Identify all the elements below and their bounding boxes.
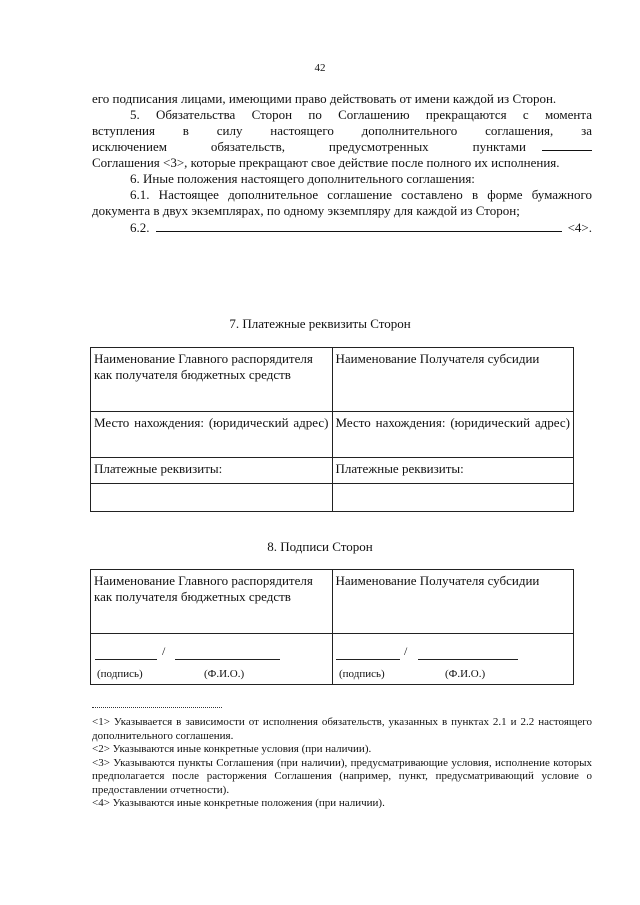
points-blank-line xyxy=(542,150,592,151)
table-cell: Место нахождения: (юридический адрес) xyxy=(91,412,333,458)
paragraph-6-1: 6.1. Настоящее дополнительное соглашение составлено в форме бумажного документа в двух экземплярах, по одному экземпляру для каждой из Сторон; xyxy=(92,187,592,218)
table-row xyxy=(91,458,574,484)
signature-label-right: (подпись) xyxy=(339,668,385,680)
section-7-title: 7. Платежные реквизиты Сторон xyxy=(229,316,411,331)
table-cell: Платежные реквизиты: xyxy=(332,458,574,484)
fio-line-left xyxy=(175,659,280,660)
table-cell: Платежные реквизиты: xyxy=(91,458,333,484)
paragraph-6-2-blank-line xyxy=(156,219,562,232)
paragraph-6-2 xyxy=(92,219,592,236)
signature-line-left xyxy=(95,659,157,660)
paragraph-5-line-1: 5. Обязательства Сторон по Соглашению прекращаются с момента xyxy=(130,107,592,122)
footnote-2: <2> Указываются иные конкретные условия (при наличии). xyxy=(92,743,372,755)
signature-label-left: (подпись) xyxy=(97,668,143,680)
payment-requisites-table xyxy=(90,347,574,512)
table-cell: Наименование Главного распорядителя как получателя бюджетных средств xyxy=(91,348,333,412)
page-number: 42 xyxy=(314,62,326,74)
signature-line-right xyxy=(336,659,400,660)
paragraph-5-line-3-text: исключением обязательств, предусмотренных пунктами xyxy=(92,139,526,154)
document-body xyxy=(92,91,592,236)
paragraph-6-2-suffix: <4>. xyxy=(567,220,592,235)
footnotes xyxy=(92,716,592,811)
paragraph-5-line-2: вступления в силу настоящего дополнительного соглашения, за xyxy=(92,123,592,138)
fio-line-right xyxy=(418,659,518,660)
paragraph-5-line-3 xyxy=(92,139,592,155)
paragraph-6-2-label: 6.2. xyxy=(130,220,150,235)
fio-label-left: (Ф.И.О.) xyxy=(204,668,245,680)
table-cell: Наименование Получателя субсидии xyxy=(332,570,574,634)
table-row xyxy=(91,484,574,512)
table-row xyxy=(91,570,574,634)
footnote-separator xyxy=(92,707,222,708)
paragraph-continuation: его подписания лицами, имеющими право действовать от имени каждой из Сторон. xyxy=(92,91,557,106)
footnote-3: <3> Указываются пункты Соглашения (при наличии), предусматривающие условия, исполнение которых предполагается после расторжения Соглашения (например, пункт, предусматривающий условие о предоставлении отчетности). xyxy=(92,756,592,796)
paragraph-5-line-4: Соглашения <3>, которые прекращают свое действие после полного их исполнения. xyxy=(92,155,560,170)
paragraph-6: 6. Иные положения настоящего дополнительного соглашения: xyxy=(130,171,475,186)
table-cell: Место нахождения: (юридический адрес) xyxy=(332,412,574,458)
footnote-1: <1> Указывается в зависимости от исполнения обязательств, указанных в пунктах 2.1 и 2.2 настоящего дополнительного соглашения. xyxy=(92,716,592,742)
signature-slash-right: / xyxy=(404,644,408,658)
section-8-title: 8. Подписи Сторон xyxy=(267,539,373,554)
table-cell xyxy=(332,484,574,512)
table-row xyxy=(91,348,574,412)
table-row xyxy=(91,412,574,458)
table-cell: Наименование Получателя субсидии xyxy=(332,348,574,412)
footnote-4: <4> Указываются иные конкретные положения (при наличии). xyxy=(92,797,385,809)
fio-label-right: (Ф.И.О.) xyxy=(445,668,486,680)
table-cell xyxy=(91,484,333,512)
signature-slash-left: / xyxy=(162,644,166,658)
signatures-table xyxy=(90,569,574,685)
table-cell: Наименование Главного распорядителя как получателя бюджетных средств xyxy=(91,570,333,634)
